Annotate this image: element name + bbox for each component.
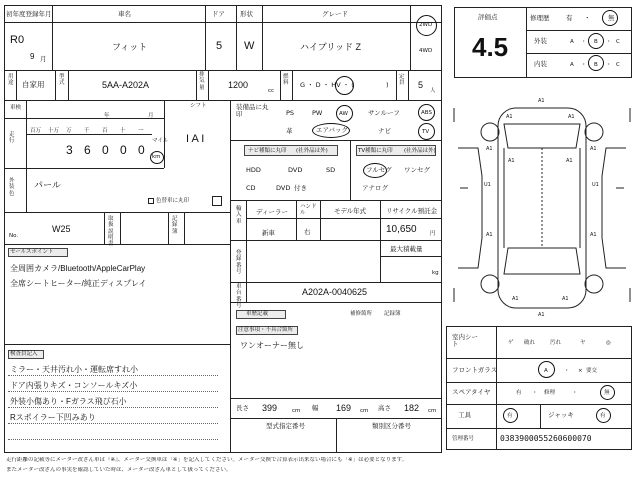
- height-unit: cm: [428, 408, 437, 414]
- recycle-unit: 円: [430, 231, 436, 237]
- navi-dvd: DVD: [288, 166, 303, 174]
- navi-note: (社外品は外): [296, 148, 328, 154]
- exterior-b-circle: [588, 33, 604, 49]
- equip-sunroof: サンルーフ: [368, 109, 400, 117]
- score-label: 評価点: [478, 13, 498, 21]
- handle-label: ハンドル: [300, 204, 317, 217]
- navi-label: ナビ種類に丸印: [248, 148, 287, 154]
- repair-label: 修理歴: [530, 14, 550, 22]
- equip-airbag: エアバッグ: [316, 126, 348, 134]
- interior-opt-a: A: [570, 62, 574, 68]
- mileage-col-2: 万: [66, 128, 72, 134]
- repair-opt-2: 無: [608, 14, 615, 22]
- seat-opt-3: ヤ: [580, 340, 586, 346]
- spare-opt-repair: 修理: [544, 390, 556, 396]
- sales-point-line-1: 全席シートヒーター/純正ディスプレイ: [10, 279, 147, 288]
- tool-label: 工具: [458, 411, 471, 419]
- equip-tv: TV: [422, 129, 430, 135]
- mileage-digit-3: 0: [102, 143, 109, 157]
- misc-no-value: W25: [52, 224, 71, 234]
- spare-opt-dot1: ・: [532, 390, 538, 396]
- mileage-label: 走行: [9, 132, 15, 145]
- mark-13: A1: [538, 312, 545, 318]
- interior-opt-dot1: ・: [581, 62, 587, 68]
- fuel-hv-circle: [335, 76, 354, 95]
- spare-opt-dot2: ・: [572, 390, 578, 396]
- type-label: 登録番号: [236, 250, 242, 275]
- navi-dvd2: DVD: [276, 184, 291, 192]
- mileage-col-3: 千: [84, 128, 90, 134]
- recycle-value: 10,650: [386, 224, 417, 235]
- grade-value: ハイブリッド Z: [300, 42, 362, 52]
- recycle-label: リサイクル預託金: [386, 207, 438, 215]
- mark-8: U1: [592, 182, 599, 188]
- navi-sd: SD: [326, 166, 336, 174]
- exterior-opt-dot1: ・: [581, 39, 587, 45]
- first-reg-month-unit: 月: [40, 55, 47, 63]
- model-year-label: モデル年式: [334, 207, 367, 215]
- exterior-opt-dot2: ・: [606, 39, 612, 45]
- score-value: 4.5: [472, 32, 509, 62]
- inspector-label: 検査員記入: [10, 351, 38, 357]
- glass-opt-exchange: 要交: [586, 368, 598, 374]
- exterior-label: 外装: [534, 37, 547, 45]
- manage-value: 0383900055260600070: [500, 434, 592, 443]
- manage-label: 管理番号: [452, 436, 475, 442]
- seat-opt-2: 汚れ: [550, 340, 562, 346]
- shift-label: シフト: [190, 103, 207, 109]
- tv-label: TV種類に丸印: [358, 148, 393, 154]
- mark-7: U1: [484, 182, 491, 188]
- width-unit: cm: [360, 408, 369, 414]
- length-value: 399: [262, 403, 278, 413]
- mark-4: A1: [590, 146, 597, 152]
- right-side-outline: [602, 148, 626, 268]
- fuel-close: ): [386, 81, 389, 89]
- spare-label: スペアタイヤ: [452, 388, 491, 396]
- footer-line-2: またメーター改ざんの事実を確認していた時は、メーター改ざん車として扱ってください。: [6, 467, 232, 473]
- grade-label: グレード: [322, 10, 348, 18]
- drive-2wd: 2WD: [419, 22, 433, 28]
- spare-opt-yes: 有: [516, 390, 522, 396]
- model-value: 5AA-A202A: [102, 80, 150, 90]
- color-value: パール: [34, 180, 61, 190]
- mileage-col-6: 一: [138, 128, 144, 134]
- max-load-label: 最大積載量: [390, 245, 423, 253]
- glass-opt-x: ×: [578, 368, 583, 374]
- displacement-value: 1200: [228, 80, 249, 90]
- color-label: 外装色: [9, 178, 15, 197]
- misc-no-label: No.: [9, 233, 19, 239]
- equip-aw: AW: [339, 111, 348, 117]
- seat-opt-4: ◎: [606, 340, 611, 346]
- equipment-label: 装備品に丸印: [236, 103, 269, 119]
- capacity-value: 5: [418, 80, 424, 90]
- mark-6: A1: [566, 158, 573, 164]
- car-name-label: 車名: [118, 10, 131, 18]
- model-label: 型式: [59, 74, 65, 87]
- first-reg-value: R0: [10, 34, 25, 46]
- mark-3: A1: [486, 146, 493, 152]
- car-damage-diagram: [448, 88, 636, 320]
- tv-note: (社外品は外): [404, 148, 436, 154]
- exterior-opt-b: B: [594, 39, 598, 45]
- capacity-unit: 人: [430, 88, 436, 94]
- exterior-opt-a: A: [570, 39, 574, 45]
- record-book-label: 記録簿: [172, 216, 178, 235]
- sales-point-line-0: 全周囲カメラ/Bluetooth/AppleCarPlay: [10, 264, 146, 273]
- mark-11: A1: [512, 296, 519, 302]
- equip-ps: PS: [286, 109, 295, 117]
- car-name-value: フィット: [112, 42, 148, 52]
- tv-oneseg: ワンセグ: [404, 166, 430, 174]
- inspection-month-unit: 月: [148, 113, 154, 119]
- exterior-opt-c: C: [616, 39, 620, 45]
- tv-analog: アナログ: [362, 184, 388, 192]
- tool-value: 有: [507, 413, 513, 419]
- max-load-unit: kg: [432, 270, 439, 276]
- mark-0: A1: [538, 98, 545, 104]
- inspection-year-unit: 年: [104, 113, 110, 119]
- seat-opt-1: 破れ: [524, 340, 536, 346]
- vin-label: 車台番号: [236, 284, 242, 309]
- interior-opt-dot2: ・: [606, 62, 612, 68]
- dealer-label: 輸入車: [236, 206, 242, 225]
- inspector-line-1: ドア内張りキズ・コンソールキズ小: [10, 381, 138, 390]
- glass-opt-a: A: [544, 368, 548, 374]
- jack-value: 有: [600, 413, 606, 419]
- displacement-unit: cc: [268, 88, 275, 94]
- equip-pw: PW: [312, 109, 323, 117]
- mileage-unit-mile: マイル: [152, 138, 169, 144]
- glass-label: フロントガラス: [452, 366, 498, 374]
- capacity-label: 定員: [399, 74, 405, 87]
- type-cert-label: 型式指定番号: [266, 422, 305, 430]
- mark-9: A1: [486, 232, 493, 238]
- first-reg-label: 初年度登録年月: [6, 10, 52, 18]
- inspector-line-3: Rスポイラー下凹みあり: [10, 413, 96, 422]
- mileage-col-1: 十万: [48, 128, 60, 134]
- first-reg-month: 9: [30, 52, 35, 61]
- dealer-type-label: ディーラー: [256, 208, 288, 216]
- seat-opt-0: ゲ: [508, 340, 514, 346]
- repair-opt-1: ・: [584, 14, 591, 22]
- mileage-digit-1: 3: [66, 143, 73, 157]
- inspection-label: 車検: [10, 105, 22, 111]
- mark-12: A1: [562, 296, 569, 302]
- sales-point-label: セールスポイント: [10, 249, 54, 255]
- footer-line-1: 走行距離の記載等にメーター改ざん車は『※』、メーター交換車は「※」を記入してください。メーター交換で合算表示出来ない場合にも「※」は必要となります。: [6, 457, 408, 463]
- length-label: 長さ: [236, 404, 249, 412]
- equip-leather: 革: [286, 127, 293, 135]
- length-unit: cm: [292, 408, 301, 414]
- width-value: 169: [336, 403, 352, 413]
- usage-label: 用途: [8, 74, 14, 87]
- mark-10: A1: [590, 232, 597, 238]
- repair-none-circle: [602, 10, 618, 26]
- interior-opt-c: C: [616, 62, 620, 68]
- interior-opt-b: B: [594, 62, 598, 68]
- mileage-digit-2: 6: [84, 143, 91, 157]
- service-label: 車歴記載: [246, 311, 269, 317]
- color-change-checkbox: [148, 198, 154, 204]
- dealer-type: 新車: [262, 229, 275, 237]
- equip-abs: ABS: [421, 110, 432, 116]
- shape-label: 形状: [240, 10, 253, 18]
- fuel-label: 燃料: [283, 74, 289, 87]
- mileage-col-0: 百万: [30, 128, 42, 134]
- color-change-note: 色替車に丸印: [156, 198, 190, 204]
- color-change-box: [212, 196, 222, 206]
- navi-cd: CD: [246, 184, 256, 192]
- glass-opt-dot: ・: [564, 368, 570, 374]
- inspector-line-2: 外装小傷あり・Fガラス飛び石小: [10, 397, 127, 406]
- mileage-digit-5: 0: [138, 143, 145, 157]
- door-label: ドア: [212, 10, 225, 18]
- repair-place-label: 補修箇所: [350, 311, 373, 317]
- usage-value: 自家用: [22, 80, 45, 89]
- navi-hdd: HDD: [246, 166, 261, 174]
- service-value: ワンオーナー無し: [240, 341, 304, 350]
- navi-with: 付き: [294, 184, 307, 192]
- mark-5: A1: [508, 158, 515, 164]
- owner-label: 記録簿: [384, 311, 401, 317]
- height-value: 182: [404, 403, 420, 413]
- repair-opt-0: 有: [566, 14, 573, 22]
- shape-value: W: [244, 40, 255, 52]
- jack-label: ジャッキ: [548, 411, 574, 419]
- mark-1: A1: [506, 114, 513, 120]
- handle-value: 右: [304, 228, 311, 236]
- mileage-digit-4: 0: [120, 143, 127, 157]
- mark-2: A1: [568, 114, 575, 120]
- mileage-unit-km: km: [152, 154, 161, 160]
- door-value: 5: [216, 40, 223, 52]
- width-label: 幅: [312, 404, 319, 412]
- left-side-outline: [458, 148, 482, 268]
- manual-label: 取扱説明書: [108, 216, 114, 248]
- fuel-options: G ・ D ・ HV ・ (: [300, 81, 354, 89]
- seat-label: 室内シート: [452, 333, 478, 349]
- interior-label: 内装: [534, 60, 547, 68]
- class-label: 類別区分番号: [372, 422, 411, 430]
- spare-opt-none: 無: [604, 390, 610, 396]
- height-label: 高さ: [378, 404, 391, 412]
- drive-4wd: 4WD: [419, 48, 433, 54]
- note-label: 注意事項・不具合箇所: [238, 327, 294, 333]
- mileage-col-5: 十: [120, 128, 126, 134]
- shift-value: I A I: [186, 133, 205, 145]
- displacement-label: 排気量: [199, 72, 205, 91]
- front-glass: [504, 124, 580, 148]
- inspector-line-0: ミラー・天井汚れ小・運転席すれ小: [10, 365, 138, 374]
- mileage-col-4: 百: [102, 128, 108, 134]
- equip-navi: ナビ: [378, 127, 391, 135]
- vin-value: A202A-0040625: [302, 287, 368, 297]
- tv-fullseg: フルセグ: [366, 166, 392, 174]
- rear-glass: [504, 248, 580, 274]
- interior-b-circle: [588, 55, 604, 71]
